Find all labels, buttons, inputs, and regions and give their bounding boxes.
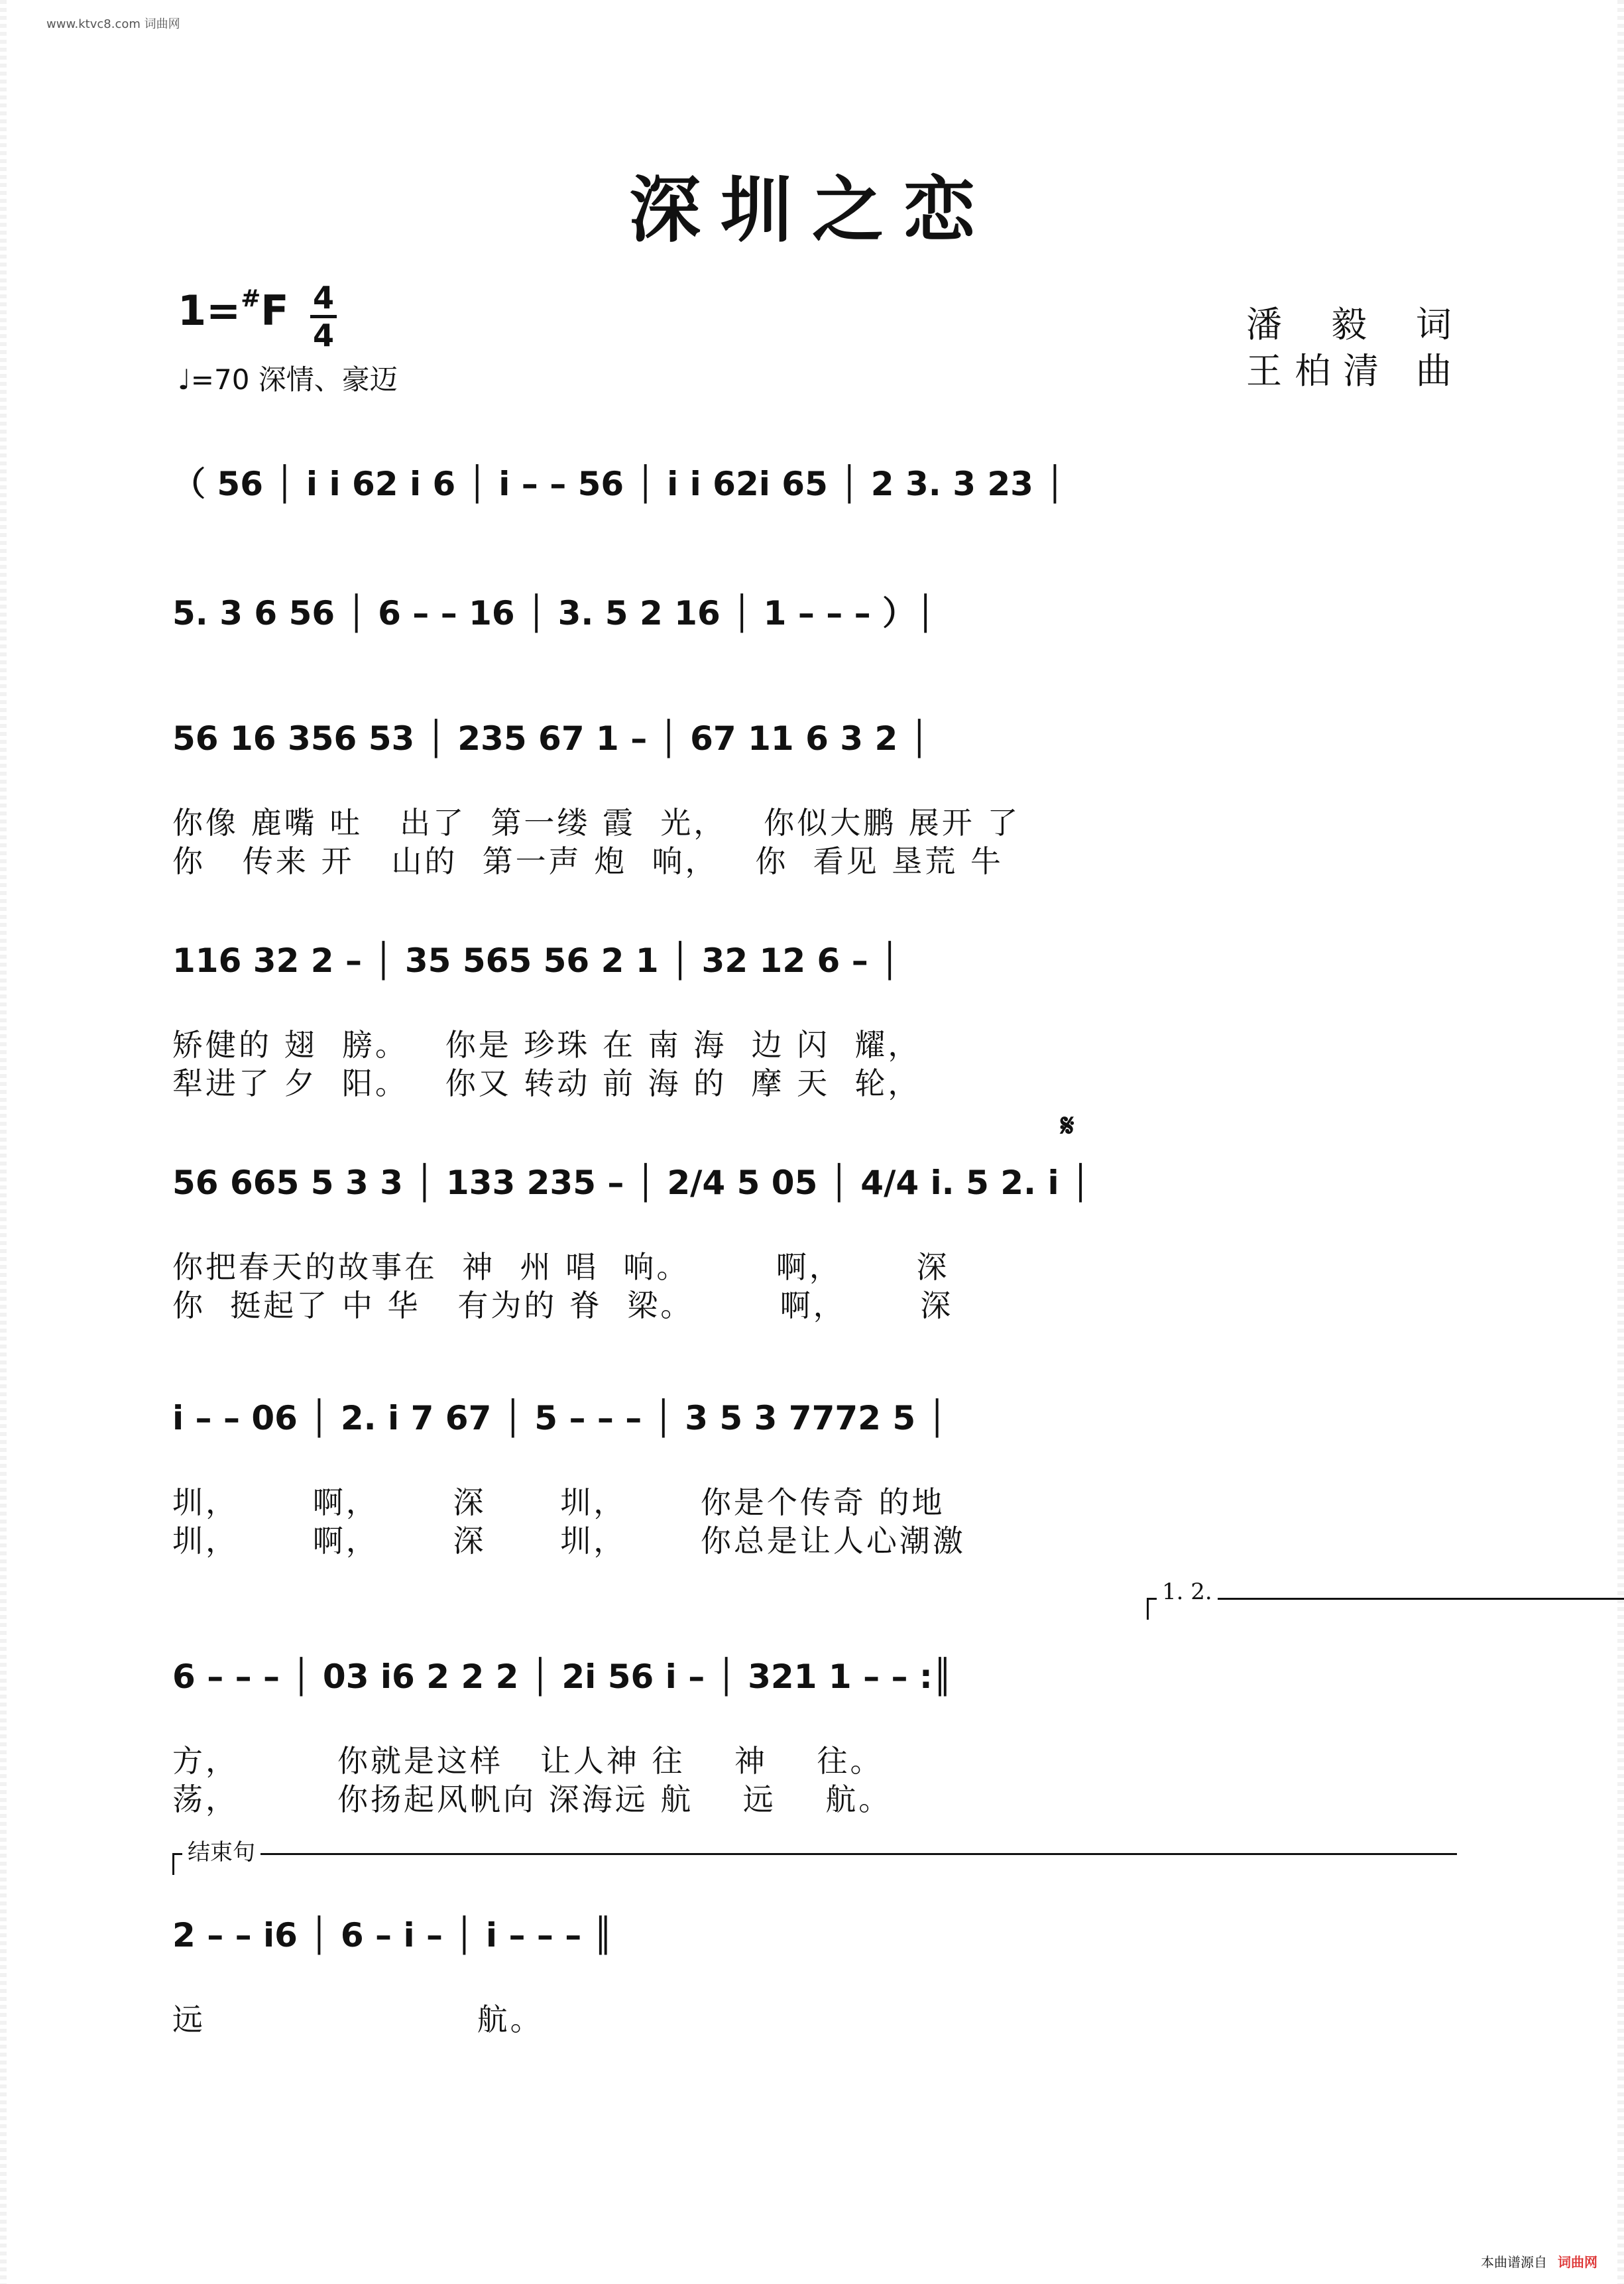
time-signature: 4 4 [310,282,337,351]
lyric-verse-1: 远 航。 [172,2002,544,2037]
composer-credit: 王柏清 曲 [1246,350,1452,392]
notation-line: 56 665 5 3 3 │ 133 235 – │ 2/4 5 05 │ 4/4 i. 5 2. i │ [172,1164,1091,1202]
song-title: 深圳之恋 [628,168,995,252]
left-edge-strip [0,0,7,2284]
footer-source: 本曲谱源自 词曲网 [1481,2254,1597,2270]
lyric-verse-1: 你把春天的故事在 神 州 唱 响。 啊， 深 [172,1249,950,1285]
key-signature: 1=#F [178,285,289,335]
notation-line: 56 16 356 53 │ 235 67 1 – │ 67 11 6 3 2 │ [172,719,929,758]
right-edge-strip [1617,0,1624,2284]
tempo-marking: ♩=70 深情、豪迈 [178,363,398,396]
notation-line: i – – 06 │ 2. i 7 67 │ 5 – – – │ 3 5 3 7772 5 │ [172,1399,947,1437]
ending-bracket: 结束句 [172,1853,1457,1875]
lyric-verse-1: 矫健的 翅 膀。 你是 珍珠 在 南 海 边 闪 耀， [172,1027,921,1063]
notation-line: 5. 3 6 56 │ 6 – – 16 │ 3. 5 2 16 │ 1 – – – ）│ [172,594,936,632]
lyric-verse-1: 方， 你就是这样 让人神 往 神 往。 [172,1743,884,1779]
lyric-verse-1: 你像 鹿嘴 吐 出了 第一缕 霞 光， 你似大鹏 展开 了 [172,805,1021,841]
volta-bracket: 1. 2. [1147,1598,1624,1620]
site-watermark: www.ktvc8.com 词曲网 [46,17,180,31]
lyric-verse-1: 圳， 啊， 深 圳， 你是个传奇 的地 [172,1484,945,1520]
segno-sign: 𝄋 [1061,1107,1074,1144]
lyric-verse-2: 犁进了 夕 阳。 你又 转动 前 海 的 摩 天 轮， [172,1065,921,1101]
credits [1246,302,1452,394]
lyricist-credit: 潘 毅 词 [1246,304,1452,345]
lyric-verse-2: 你 传来 开 山的 第一声 炮 响， 你 看见 垦荒 牛 [172,843,1004,879]
lyric-verse-2: 你 挺起了 中 华 有为的 脊 梁。 啊， 深 [172,1288,954,1323]
notation-line: 116 32 2 – │ 35 565 56 2 1 │ 32 12 6 – │ [172,941,900,980]
lyric-verse-2: 圳， 啊， 深 圳， 你总是让人心潮激 [172,1523,966,1559]
notation-line: 2 – – i6 │ 6 – i – │ i – – – ║ [172,1916,613,1954]
notation-line: 6 – – – │ 03 i6 2 2 2 │ 2i 56 i – │ 321 1 – – :║ [172,1657,953,1696]
notation-line: （ 56 │ i i 62 i 6 │ i – – 56 │ i i 62i 65 │ 2 3. 3 23 │ [172,465,1065,503]
lyric-verse-2: 荡， 你扬起风帆向 深海远 航 远 航。 [172,1781,892,1817]
